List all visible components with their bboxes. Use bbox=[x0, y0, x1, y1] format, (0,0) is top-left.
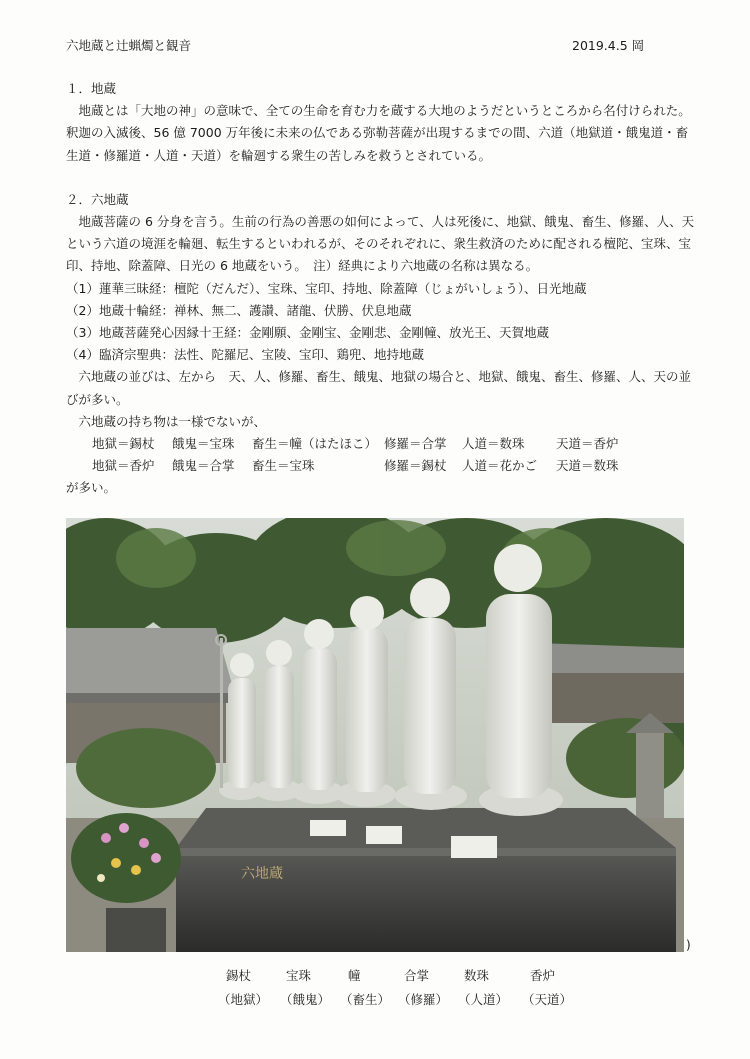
order-paragraph: 六地蔵の並びは、左から 天、人、修羅、畜生、餓鬼、地獄の場合と、地獄、餓鬼、畜生、修羅、人、天の並びが多い。 bbox=[66, 369, 692, 407]
holding-item: 天道＝香炉 bbox=[556, 436, 619, 452]
caption-item: 合掌 bbox=[404, 968, 430, 983]
caption-items-row bbox=[0, 966, 750, 986]
caption-realm: （地獄） bbox=[218, 992, 269, 1007]
holding-item: 畜生＝幢（はたほこ） bbox=[252, 436, 378, 452]
sutra-list-item: （3）地蔵菩薩発心因縁十王経：金剛願、金剛宝、金剛悲、金剛幢、放光王、天賀地蔵 bbox=[66, 325, 549, 341]
section2-heading: ２．六地蔵 bbox=[66, 191, 129, 207]
holding-item: 地獄＝錫杖 bbox=[92, 436, 155, 452]
holdings-row-2 bbox=[66, 455, 696, 477]
holding-item: 地獄＝香炉 bbox=[92, 458, 155, 474]
document-date: 2019.4.5 岡 bbox=[572, 38, 645, 53]
holding-item: 人道＝花かご bbox=[462, 458, 538, 474]
caption-item: 錫杖 bbox=[226, 968, 252, 983]
caption-realm: （畜生） bbox=[340, 992, 391, 1007]
caption-realm: （修羅） bbox=[398, 992, 449, 1007]
holding-item: 畜生＝宝珠 bbox=[252, 458, 315, 474]
caption-item: 香炉 bbox=[530, 968, 556, 983]
holding-item: 餓鬼＝合掌 bbox=[172, 458, 235, 474]
six-jizo-photo bbox=[66, 518, 684, 952]
holding-item: 人道＝数珠 bbox=[462, 436, 525, 452]
caption-realms-row bbox=[0, 990, 750, 1010]
caption-realm: （餓鬼） bbox=[280, 992, 331, 1007]
caption-item: 宝珠 bbox=[286, 968, 312, 983]
section2-paragraph: 地蔵菩薩の 6 分身を言う。生前の行為の善悪の如何によって、人は死後に、地獄、餓鬼、畜生、修羅、人、天という六道の境涯を輪廻、転生するといわれるが、そのそれぞれに、衆生救済のために配される檀陀、宝珠、宝印、持地、除蓋障、日光の 6 地蔵をいう。 注）経典により六地蔵の名称は異なる。 bbox=[66, 214, 695, 274]
pedestal-plaque: 六地蔵 bbox=[241, 866, 283, 882]
holdings-row-1 bbox=[66, 433, 696, 455]
document-title: 六地蔵と辻蝋燭と観音 bbox=[66, 38, 192, 53]
holding-item: 修羅＝錫杖 bbox=[384, 458, 447, 474]
caption-item: 数珠 bbox=[464, 968, 490, 983]
holding-item: 修羅＝合掌 bbox=[384, 436, 447, 452]
section1-paragraph: 地蔵とは「大地の神」の意味で、全ての生命を育む力を蔵する大地のようだというところから名付けられた。釈迦の入滅後、56 億 7000 万年後に未来の仏である弥勒菩薩が出現するまでの間、六道（地獄道・餓鬼道・畜生道・修羅道・人道・天道）を輪廻する衆生の苦しみを救うとされている。 bbox=[66, 103, 691, 163]
holdings-outro: が多い。 bbox=[66, 480, 117, 496]
sutra-list-item: （4）臨済宗聖典：法性、陀羅尼、宝陵、宝印、鶏兜、地持地蔵 bbox=[66, 347, 424, 363]
holding-item: 餓鬼＝宝珠 bbox=[172, 436, 235, 452]
document-body bbox=[66, 78, 696, 500]
stray-parenthesis: ) bbox=[686, 938, 691, 952]
caption-realm: （天道） bbox=[522, 992, 573, 1007]
sutra-list-item: （1）蓮華三昧経：檀陀（だんだ）、宝珠、宝印、持地、除蓋障（じょがいしょう）、日光地蔵 bbox=[66, 280, 587, 296]
caption-realm: （人道） bbox=[458, 992, 509, 1007]
section1-heading: １．地蔵 bbox=[66, 81, 117, 96]
sutra-list-item: （2）地蔵十輪経：禅林、無二、護讃、諸龍、伏勝、伏息地蔵 bbox=[66, 302, 412, 318]
holding-item: 天道＝数珠 bbox=[556, 458, 619, 474]
holdings-intro: 六地蔵の持ち物は一様でないが、 bbox=[78, 413, 267, 429]
caption-item: 幢 bbox=[348, 968, 361, 983]
